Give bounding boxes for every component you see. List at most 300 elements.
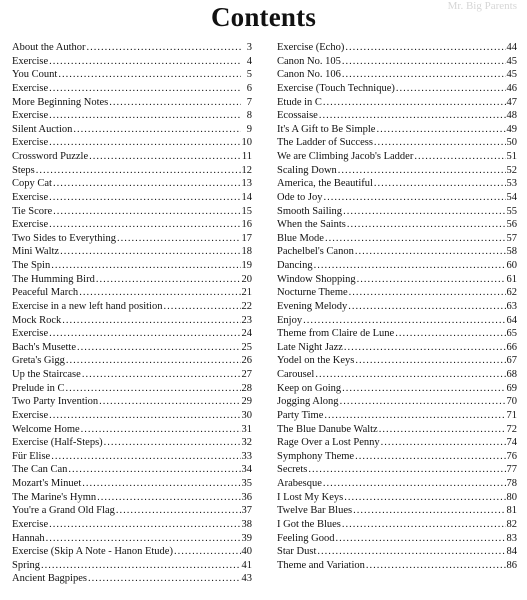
toc-entry-title: Late Night Jazz — [277, 341, 343, 353]
dot-leader — [374, 136, 506, 150]
toc-entry — [12, 218, 252, 232]
toc-entry — [277, 177, 517, 191]
toc-entry-title: I Got the Blues — [277, 518, 341, 530]
toc-entry-title: Carousel — [277, 369, 315, 380]
toc-entry-title: Enjoy — [277, 314, 303, 326]
toc-entry-page: 39 — [241, 532, 252, 544]
toc-entry-page: 27 — [241, 369, 252, 380]
toc-entry-title: Exercise — [12, 110, 49, 122]
dot-leader — [355, 450, 505, 464]
toc-entry-title: Peaceful March — [12, 287, 79, 299]
toc-entry-title: Exercise in a new left hand position — [12, 300, 163, 312]
dot-leader — [46, 532, 241, 546]
toc-entry-title: Ode to Joy — [277, 191, 323, 203]
toc-entry-page: 3 — [246, 42, 252, 53]
dot-leader — [97, 491, 240, 505]
toc-entry-page: 58 — [506, 246, 517, 258]
toc-entry-title: Star Dust — [277, 546, 317, 558]
toc-entry-title: Silent Auction — [12, 123, 73, 135]
toc-entry — [277, 123, 517, 137]
toc-entry-title: Secrets — [277, 464, 308, 476]
toc-entry — [277, 382, 517, 396]
toc-entry-title: The Can Can — [12, 464, 68, 476]
toc-entry-title: Steps — [12, 164, 35, 176]
toc-entry — [12, 150, 252, 164]
dot-leader — [374, 177, 506, 191]
toc-entry-page: 70 — [506, 396, 517, 408]
toc-entry — [12, 368, 252, 382]
toc-entry-page: 61 — [506, 273, 517, 285]
dot-leader — [344, 491, 505, 505]
toc-entry-page: 35 — [241, 478, 252, 489]
toc-entry-page: 7 — [246, 96, 252, 108]
toc-entry-title: The Ladder of Success — [277, 137, 373, 149]
dot-leader — [355, 245, 506, 259]
toc-entry-page: 15 — [241, 205, 252, 217]
dot-leader — [314, 259, 506, 273]
toc-entry-title: Dancing — [277, 260, 313, 271]
dot-leader — [340, 395, 506, 409]
toc-entry-page: 38 — [241, 518, 252, 530]
toc-entry — [277, 136, 517, 150]
toc-entry — [12, 504, 252, 518]
dot-leader — [58, 68, 241, 82]
toc-entry — [12, 463, 252, 477]
dot-leader — [99, 395, 240, 409]
dot-leader — [355, 354, 505, 368]
toc-entry-page: 36 — [241, 491, 252, 503]
toc-entry — [12, 559, 252, 573]
dot-leader — [49, 409, 240, 423]
toc-entry-title: The Humming Bird — [12, 273, 95, 285]
toc-entry-title: Exercise (Skip A Note - Hanon Etude) — [12, 546, 173, 558]
dot-leader — [49, 218, 240, 232]
dot-leader — [53, 177, 241, 191]
toc-entry-title: We are Climbing Jacob's Ladder — [277, 151, 414, 162]
dot-leader — [49, 136, 240, 150]
toc-entry-title: You Count — [12, 69, 58, 81]
toc-entry — [12, 177, 252, 191]
toc-entry-title: Etude in C — [277, 96, 322, 108]
dot-leader — [82, 477, 240, 491]
toc-entry-page: 78 — [506, 478, 517, 489]
toc-entry — [277, 218, 517, 232]
toc-entry — [277, 504, 517, 518]
toc-entry — [277, 41, 517, 55]
dot-leader — [49, 109, 241, 123]
toc-entry — [277, 82, 517, 96]
toc-entry-title: Copy Cat — [12, 178, 52, 190]
dot-leader — [342, 55, 506, 69]
toc-entry-page: 37 — [241, 505, 252, 517]
toc-entry-page: 46 — [506, 82, 517, 94]
toc-entry — [277, 245, 517, 259]
dot-leader — [49, 518, 240, 532]
toc-entry — [12, 518, 252, 532]
toc-entry — [12, 300, 252, 314]
dot-leader — [303, 314, 505, 328]
toc-entry — [277, 545, 517, 559]
toc-entry-page: 64 — [506, 314, 517, 326]
toc-entry-page: 44 — [506, 42, 517, 53]
toc-entry-page: 52 — [506, 164, 517, 176]
toc-entry — [277, 423, 517, 437]
toc-entry-title: Greta's Gigg — [12, 355, 65, 367]
toc-entry-title: Scaling Down — [277, 164, 337, 176]
toc-entry — [12, 395, 252, 409]
dot-leader — [66, 354, 241, 368]
toc-entry-page: 82 — [506, 518, 517, 530]
toc-entry — [12, 450, 252, 464]
toc-entry — [12, 205, 252, 219]
toc-entry — [277, 109, 517, 123]
toc-entry-title: Bach's Musette — [12, 341, 77, 353]
dot-leader — [81, 423, 241, 437]
dot-leader — [335, 532, 505, 546]
dot-leader — [49, 191, 240, 205]
dot-leader — [379, 423, 506, 437]
toc-left-column — [12, 41, 252, 586]
toc-entry-page: 68 — [506, 369, 517, 380]
toc-entry-title: Exercise (Echo) — [277, 42, 345, 53]
toc-entry — [277, 286, 517, 300]
dot-leader — [342, 518, 506, 532]
toc-entry-title: Ancient Bagpipes — [12, 573, 87, 585]
toc-entry-title: Tie Score — [12, 205, 53, 217]
toc-entry-page: 23 — [241, 314, 252, 326]
toc-entry-page: 22 — [241, 300, 252, 312]
toc-entry — [277, 559, 517, 573]
toc-entry — [277, 96, 517, 110]
dot-leader — [88, 572, 241, 586]
dot-leader — [66, 382, 241, 396]
toc-entry-page: 43 — [241, 573, 252, 585]
toc-entry — [12, 123, 252, 137]
toc-entry-page: 45 — [506, 69, 517, 81]
toc-entry-page: 53 — [506, 178, 517, 190]
toc-entry — [277, 409, 517, 423]
toc-entry-page: 71 — [506, 409, 517, 421]
toc-entry — [12, 314, 252, 328]
toc-entry-title: Exercise (Touch Technique) — [277, 82, 395, 94]
toc-entry-title: Exercise — [12, 82, 49, 94]
dot-leader — [51, 450, 240, 464]
toc-entry-title: Yodel on the Keys — [277, 355, 355, 367]
toc-entry-page: 29 — [241, 396, 252, 408]
toc-entry-page: 86 — [506, 559, 517, 571]
toc-entry — [12, 436, 252, 450]
toc-entry-title: Blue Mode — [277, 232, 324, 244]
toc-entry — [12, 136, 252, 150]
toc-entry-title: America, the Beautiful — [277, 178, 373, 190]
toc-entry-title: Theme from Claire de Lune — [277, 328, 395, 340]
dot-leader — [104, 436, 241, 450]
dot-leader — [414, 150, 505, 164]
toc-entry — [12, 96, 252, 110]
toc-entry-title: More Beginning Notes — [12, 96, 109, 108]
toc-entry-page: 10 — [241, 137, 252, 149]
toc-entry-page: 24 — [241, 328, 252, 340]
toc-entry-page: 34 — [241, 464, 252, 476]
toc-entry-page: 18 — [241, 246, 252, 258]
toc-entry — [12, 164, 252, 178]
toc-entry — [277, 300, 517, 314]
toc-entry-page: 57 — [506, 232, 517, 244]
toc-entry — [12, 327, 252, 341]
dot-leader — [73, 123, 241, 137]
toc-entry-page: 63 — [506, 300, 517, 312]
toc-entry-title: Mini Waltz — [12, 246, 60, 258]
toc-entry-title: Exercise — [12, 409, 49, 421]
toc-entry-title: Party Time — [277, 409, 324, 421]
toc-entry-title: Arabesque — [277, 478, 322, 489]
toc-entry-page: 41 — [241, 559, 252, 571]
toc-entry-title: The Marine's Hymn — [12, 491, 97, 503]
toc-entry — [12, 409, 252, 423]
toc-entry-title: Up the Staircase — [12, 369, 81, 380]
toc-entry-page: 9 — [246, 123, 252, 135]
dot-leader — [395, 327, 505, 341]
toc-entry-page: 11 — [241, 151, 252, 162]
toc-entry — [12, 477, 252, 491]
toc-entry-page: 16 — [241, 219, 252, 231]
dot-leader — [82, 368, 241, 382]
toc-entry — [12, 286, 252, 300]
dot-leader — [381, 436, 506, 450]
dot-leader — [60, 245, 240, 259]
toc-entry-title: Feeling Good — [277, 532, 335, 544]
toc-entry — [277, 259, 517, 273]
dot-leader — [338, 164, 506, 178]
dot-leader — [342, 68, 506, 82]
dot-leader — [117, 232, 241, 246]
dot-leader — [163, 300, 240, 314]
toc-entry-title: Twelve Bar Blues — [277, 505, 353, 517]
dot-leader — [315, 368, 505, 382]
toc-entry — [12, 572, 252, 586]
toc-entry-title: Canon No. 105 — [277, 55, 341, 67]
dot-leader — [343, 205, 505, 219]
toc-entry-title: Nocturne Theme — [277, 287, 348, 299]
toc-entry-title: I Lost My Keys — [277, 491, 344, 503]
dot-leader — [342, 382, 505, 396]
dot-leader — [353, 504, 505, 518]
toc-entry — [277, 518, 517, 532]
toc-entry-page: 12 — [241, 164, 252, 176]
toc-entry — [277, 491, 517, 505]
dot-leader — [324, 409, 505, 423]
toc-entry-page: 83 — [506, 532, 517, 544]
dot-leader — [53, 205, 240, 219]
toc-entry-page: 5 — [246, 69, 252, 81]
toc-entry-page: 49 — [506, 123, 517, 135]
toc-entry-title: Welcome Home — [12, 423, 80, 435]
dot-leader — [366, 559, 506, 573]
toc-entry-page: 21 — [241, 287, 252, 299]
toc-entry-page: 65 — [506, 328, 517, 340]
toc-entry-title: Smooth Sailing — [277, 205, 343, 217]
toc-entry — [277, 354, 517, 368]
dot-leader — [41, 559, 240, 573]
toc-entry — [12, 109, 252, 123]
toc-entry-title: You're a Grand Old Flag — [12, 505, 115, 517]
toc-entry-title: Evening Melody — [277, 300, 348, 312]
toc-entry-page: 66 — [506, 341, 517, 353]
toc-entry-title: Jogging Along — [277, 396, 339, 408]
toc-entry-title: Exercise — [12, 328, 49, 340]
toc-entry — [277, 477, 517, 491]
dot-leader — [68, 463, 240, 477]
toc-entry — [277, 150, 517, 164]
dot-leader — [49, 327, 240, 341]
toc-entry-page: 67 — [506, 355, 517, 367]
toc-entry — [277, 55, 517, 69]
dot-leader — [79, 286, 240, 300]
toc-entry — [12, 382, 252, 396]
toc-entry — [12, 491, 252, 505]
toc-entry-page: 81 — [506, 505, 517, 517]
toc-entry-title: Exercise — [12, 55, 49, 67]
toc-entry — [277, 68, 517, 82]
toc-entry — [12, 41, 252, 55]
toc-entry — [277, 532, 517, 546]
toc-entry-title: Pachelbel's Canon — [277, 246, 354, 258]
toc-entry — [12, 55, 252, 69]
dot-leader — [116, 504, 241, 518]
toc-entry-title: When the Saints — [277, 219, 346, 231]
toc-entry-title: About the Author — [12, 42, 86, 53]
dot-leader — [174, 545, 241, 559]
toc-entry-title: Ecossaise — [277, 110, 318, 122]
toc-entry-title: Mozart's Minuet — [12, 478, 82, 489]
toc-entry-title: Prelude in C — [12, 382, 65, 394]
toc-entry-title: Exercise (Half-Steps) — [12, 437, 103, 449]
toc-entry-title: Rage Over a Lost Penny — [277, 437, 380, 449]
toc-entry — [277, 232, 517, 246]
toc-entry-page: 47 — [506, 96, 517, 108]
toc-entry-page: 33 — [241, 450, 252, 462]
toc-entry-page: 30 — [241, 409, 252, 421]
toc-entry-title: The Spin — [12, 260, 51, 271]
toc-entry-title: It's A Gift to Be Simple — [277, 123, 376, 135]
dot-leader — [357, 273, 506, 287]
toc-entry-page: 40 — [241, 546, 252, 558]
toc-entry-page: 54 — [506, 191, 517, 203]
toc-entry — [12, 191, 252, 205]
toc-entry-page: 84 — [506, 546, 517, 558]
toc-entry-title: Exercise — [12, 518, 49, 530]
toc-entry — [277, 395, 517, 409]
dot-leader — [325, 232, 506, 246]
toc-entry-page: 72 — [506, 423, 517, 435]
dot-leader — [319, 109, 506, 123]
toc-entry — [277, 164, 517, 178]
toc-entry-page: 8 — [246, 110, 252, 122]
dot-leader — [62, 314, 240, 328]
toc-entry-title: Window Shopping — [277, 273, 356, 285]
dot-leader — [109, 96, 241, 110]
toc-entry — [12, 245, 252, 259]
toc-entry-page: 20 — [241, 273, 252, 285]
toc-entry-page: 55 — [506, 205, 517, 217]
toc-entry-page: 31 — [241, 423, 252, 435]
dot-leader — [345, 41, 505, 55]
toc-entry-page: 50 — [506, 137, 517, 149]
toc-entry-page: 4 — [246, 55, 252, 67]
toc-entry-page: 19 — [241, 260, 252, 271]
toc-entry-title: Hannah — [12, 532, 45, 544]
dot-leader — [323, 96, 506, 110]
page-title: Contents — [210, 2, 317, 32]
toc-entry-page: 51 — [506, 151, 517, 162]
dot-leader — [347, 218, 506, 232]
dot-leader — [323, 477, 506, 491]
dot-leader — [376, 123, 505, 137]
toc-entry-page: 80 — [506, 491, 517, 503]
dot-leader — [324, 191, 506, 205]
toc-entry-page: 45 — [506, 55, 517, 67]
toc-entry-page: 32 — [241, 437, 252, 449]
toc-entry — [12, 273, 252, 287]
toc-entry — [277, 368, 517, 382]
toc-entry — [12, 545, 252, 559]
dot-leader — [87, 41, 242, 55]
toc-entry-title: Crossword Puzzle — [12, 151, 89, 162]
toc-entry-title: Exercise — [12, 137, 49, 149]
dot-leader — [344, 341, 506, 355]
toc-entry-title: The Blue Danube Waltz — [277, 423, 378, 435]
dot-leader — [348, 300, 505, 314]
dot-leader — [317, 545, 505, 559]
toc-entry-page: 6 — [246, 82, 252, 94]
toc-entry-page: 56 — [506, 219, 517, 231]
toc-entry-page: 13 — [241, 178, 252, 190]
toc-entry — [277, 205, 517, 219]
dot-leader — [349, 286, 506, 300]
dot-leader — [308, 463, 505, 477]
toc-entry — [12, 423, 252, 437]
toc-entry — [277, 327, 517, 341]
toc-entry-title: Theme and Variation — [277, 559, 365, 571]
toc-entry-title: Symphony Theme — [277, 450, 355, 462]
toc-entry — [277, 191, 517, 205]
toc-entry — [12, 232, 252, 246]
toc-entry — [12, 532, 252, 546]
toc-entry — [277, 450, 517, 464]
toc-entry-page: 48 — [506, 110, 517, 122]
toc-entry — [12, 68, 252, 82]
toc-entry-page: 69 — [506, 382, 517, 394]
toc-entry-title: Two Sides to Everything — [12, 232, 116, 244]
toc-entry-page: 28 — [241, 382, 252, 394]
toc-entry-title: Exercise — [12, 191, 49, 203]
toc-entry — [277, 314, 517, 328]
toc-entry — [277, 436, 517, 450]
dot-leader — [77, 341, 240, 355]
toc-entry-page: 17 — [241, 232, 252, 244]
toc-entry-page: 76 — [506, 450, 517, 462]
toc-entry-title: Two Party Invention — [12, 396, 99, 408]
toc-entry-page: 62 — [506, 287, 517, 299]
toc-entry — [12, 259, 252, 273]
dot-leader — [396, 82, 506, 96]
toc-entry-title: Für Elise — [12, 450, 51, 462]
toc-entry-page: 74 — [506, 437, 517, 449]
toc-entry-title: Canon No. 106 — [277, 69, 341, 81]
toc-entry-page: 60 — [506, 260, 517, 271]
ghost-text: Mr. Big Parents — [447, 0, 517, 12]
toc-entry-page: 25 — [241, 341, 252, 353]
